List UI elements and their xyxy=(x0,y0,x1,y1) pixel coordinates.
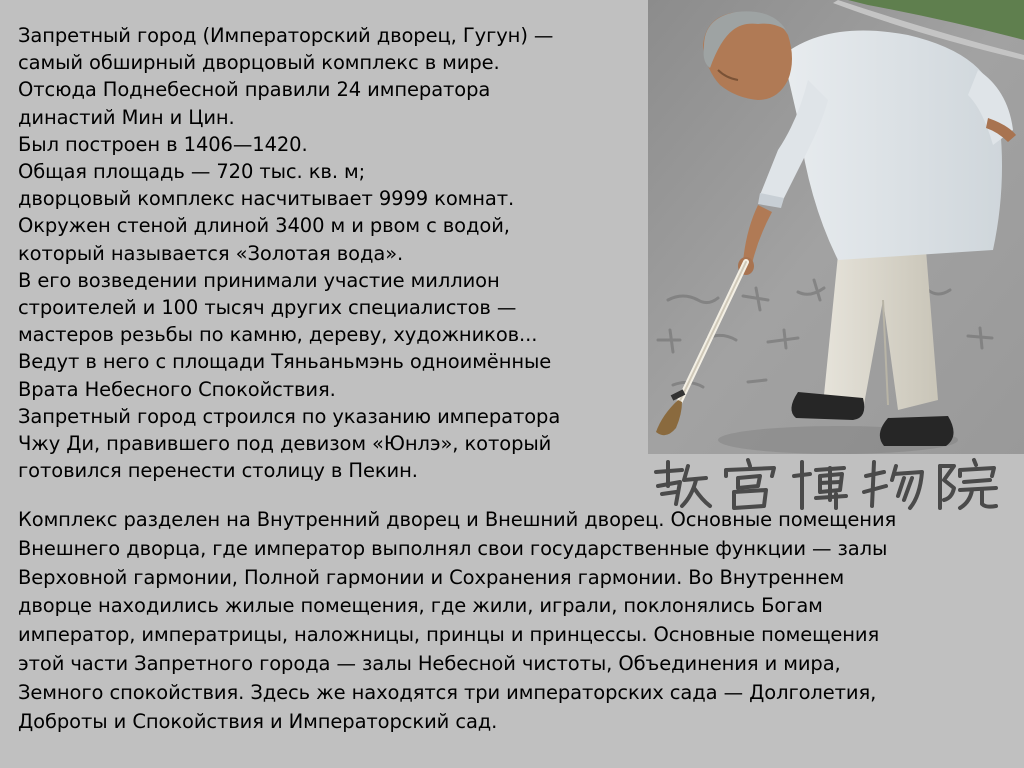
detail-text-block xyxy=(18,506,1018,736)
intro-line: Общая площадь — 720 тыс. кв. м; xyxy=(18,160,366,184)
intro-line: династий Мин и Цин. xyxy=(18,105,235,129)
calligraphy-brush-glyphs xyxy=(648,456,1008,512)
intro-line: самый обширный дворцовый комплекс в мире. xyxy=(18,51,500,75)
intro-line: Отсюда Поднебесной правили 24 императора xyxy=(18,78,491,102)
intro-line: В его возведении принимали участие миллион xyxy=(18,268,500,292)
intro-line: мастеров резьбы по камню, дереву, художников... xyxy=(18,323,538,347)
detail-line: Внешнего дворца, где император выполнял свои государственные функции — залы xyxy=(18,536,888,560)
intro-line: готовился перенести столицу в Пекин. xyxy=(18,459,418,483)
detail-line: Комплекс разделен на Внутренний дворец и Внешний дворец. Основные помещения xyxy=(18,508,897,531)
detail-line: этой части Запретного города — залы Небесной чистоты, Объединения и мира, xyxy=(18,651,841,675)
intro-line: Ведут в него с площади Тяньаньмэнь одноимённые xyxy=(18,350,552,374)
intro-line: Был построен в 1406—1420. xyxy=(18,132,308,156)
calligraphy-image xyxy=(648,456,1008,512)
intro-line: Запретный город строился по указанию императора xyxy=(18,404,561,428)
calligrapher-illustration xyxy=(648,0,1024,454)
intro-line: строителей и 100 тысяч других специалистов — xyxy=(18,296,517,320)
intro-text-block xyxy=(18,22,643,484)
intro-line: Окружен стеной длиной 3400 м и рвом с водой, xyxy=(18,214,510,238)
intro-line: дворцовый комплекс насчитывает 9999 комнат. xyxy=(18,187,515,211)
detail-line: Верховной гармонии, Полной гармонии и Сохранения гармонии. Во Внутреннем xyxy=(18,565,845,589)
calligrapher-photo xyxy=(648,0,1024,454)
intro-line: Запретный город (Императорский дворец, Гугун) — xyxy=(18,24,554,47)
detail-line: император, императрицы, наложницы, принцы и принцессы. Основные помещения xyxy=(18,623,880,647)
intro-line: который называется «Золотая вода». xyxy=(18,241,404,265)
detail-line: дворце находились жилые помещения, где жили, играли, поклонялись Богам xyxy=(18,594,823,618)
detail-line: Земного спокойствия. Здесь же находятся три императорских сада — Долголетия, xyxy=(18,680,877,704)
intro-line: Чжу Ди, правившего под девизом «Юнлэ», который xyxy=(18,432,552,456)
intro-line: Врата Небесного Спокойствия. xyxy=(18,377,336,401)
detail-line: Доброты и Спокойствия и Императорский сад. xyxy=(18,709,498,733)
